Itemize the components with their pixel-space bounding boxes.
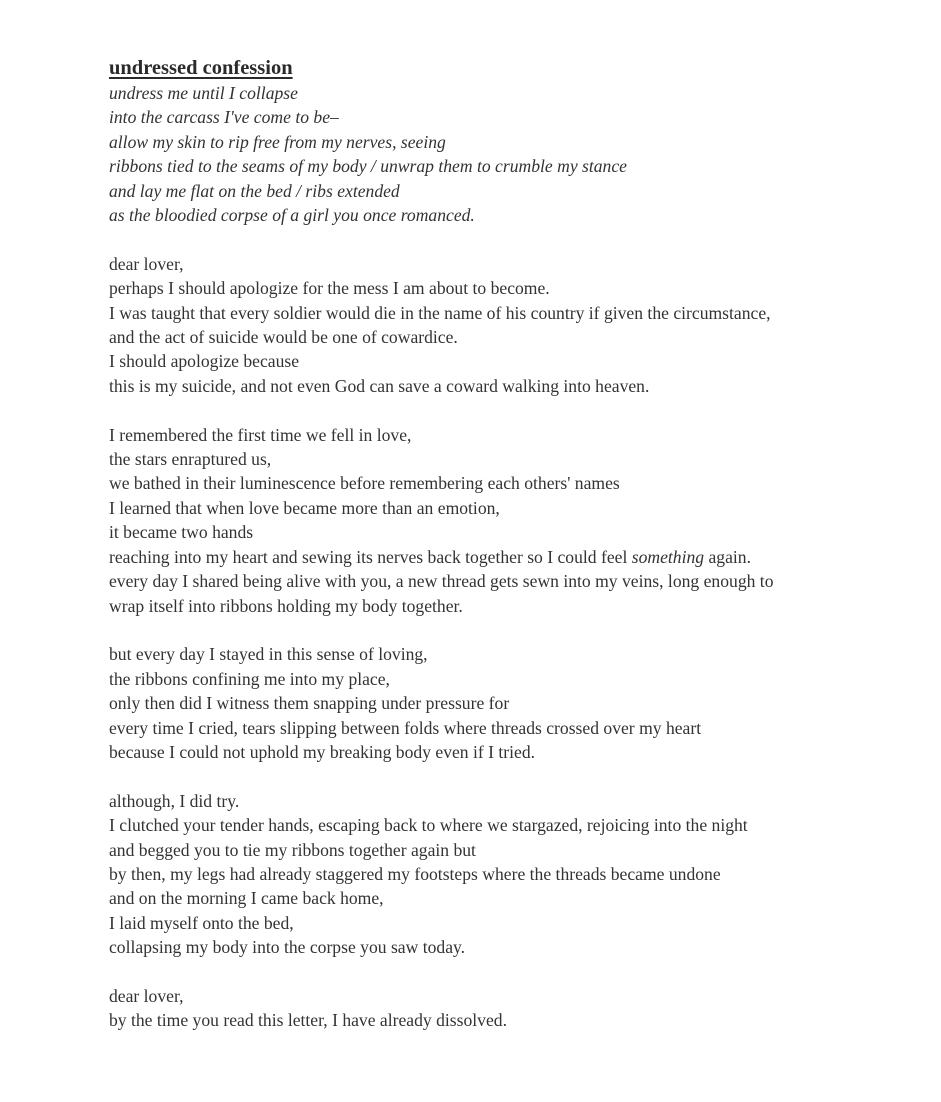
poem-line: by the time you read this letter, I have already dissolved. — [109, 1010, 507, 1031]
poem-line: I remembered the first time we fell in love, — [109, 424, 412, 445]
stanza-6 — [109, 984, 909, 1033]
poem-title: undressed confession — [109, 57, 293, 79]
poem-line: and on the morning I came back home, — [109, 888, 384, 909]
poem-line: and begged you to tie my ribbons together again but — [109, 839, 476, 860]
poem-line: undress me until I collapse — [109, 83, 298, 103]
poem-line: dear lover, — [109, 985, 184, 1006]
poem-line: perhaps I should apologize for the mess I am about to become. — [109, 278, 550, 299]
poem-line: I was taught that every soldier would die in the name of his country if given the circumstance, — [109, 302, 771, 323]
stanza-1 — [109, 81, 909, 227]
stanza-2 — [109, 252, 909, 398]
poem-line: every day I shared being alive with you, a new thread gets sewn into my veins, long enough to — [109, 571, 774, 592]
poem-line: as the bloodied corpse of a girl you once romanced. — [109, 205, 475, 226]
poem-line: allow my skin to rip free from my nerves, seeing — [109, 131, 446, 152]
poem-line: wrap itself into ribbons holding my body together. — [109, 595, 463, 616]
poem-line: it became two hands — [109, 522, 254, 543]
poem-line: only then did I witness them snapping under pressure for — [109, 693, 510, 714]
poem-line: the stars enraptured us, — [109, 449, 272, 470]
poem-line: collapsing my body into the corpse you saw today. — [109, 937, 466, 958]
poem-line: and the act of suicide would be one of cowardice. — [109, 327, 458, 348]
poem-line: this is my suicide, and not even God can save a coward walking into heaven. — [109, 375, 650, 396]
line-text-after: again. — [704, 546, 751, 567]
poem-line: I laid myself onto the bed, — [109, 912, 294, 933]
line-text-before: reaching into my heart and sewing its nerves back together so I could feel — [109, 546, 632, 567]
poem-line: because I could not uphold my breaking body even if I tried. — [109, 741, 536, 762]
poem-line: although, I did try. — [109, 790, 240, 811]
poem-page — [109, 55, 909, 1057]
poem-line: I learned that when love became more than an emotion, — [109, 497, 500, 518]
emphasized-word: something — [631, 546, 705, 567]
poem-line: ribbons tied to the seams of my body / unwrap them to crumble my stance — [109, 156, 627, 177]
poem-line: every time I cried, tears slipping between folds where threads crossed over my heart — [109, 717, 702, 738]
poem-line: dear lover, — [109, 253, 184, 274]
poem-line: the ribbons confining me into my place, — [109, 668, 390, 689]
stanza-4 — [109, 642, 909, 764]
poem-line: we bathed in their luminescence before remembering each others' names — [109, 473, 620, 494]
poem-line: I clutched your tender hands, escaping back to where we stargazed, rejoicing into the night — [109, 815, 748, 836]
stanza-5 — [109, 789, 909, 960]
poem-line-with-emphasis — [109, 545, 909, 569]
poem-line: I should apologize because — [109, 351, 300, 372]
poem-line: into the carcass I've come to be– — [109, 107, 339, 128]
poem-line: by then, my legs had already staggered my footsteps where the threads became undone — [109, 863, 721, 884]
stanza-3 — [109, 423, 909, 618]
poem-line: but every day I stayed in this sense of loving, — [109, 644, 428, 665]
poem-line: and lay me flat on the bed / ribs extended — [109, 180, 400, 201]
